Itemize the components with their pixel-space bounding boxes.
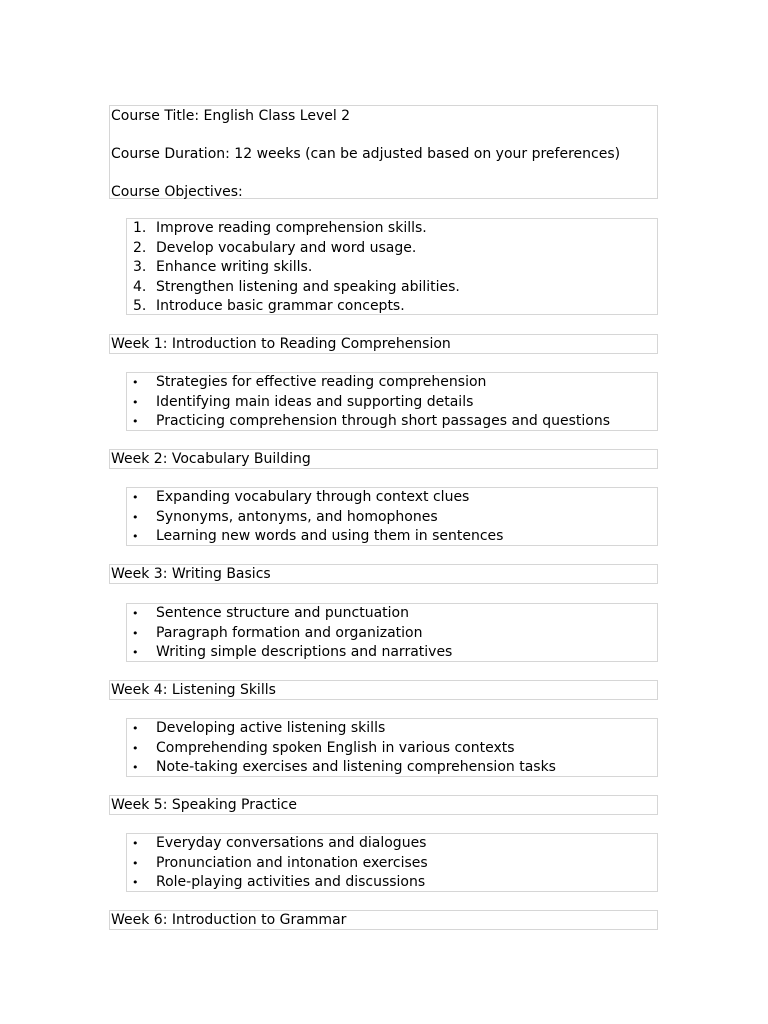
topic-text: Developing active listening skills <box>156 720 386 736</box>
topic-text: Role-playing activities and discussions <box>156 874 426 890</box>
list-item <box>127 508 657 528</box>
bullet-icon: • <box>132 530 139 543</box>
topic-text: Practicing comprehension through short passages and questions <box>156 413 611 429</box>
week-1-heading: Week 1: Introduction to Reading Comprehension <box>109 334 658 354</box>
objective-item <box>127 239 657 259</box>
topic-text: Strategies for effective reading comprehension <box>156 374 487 390</box>
bullet-icon: • <box>132 646 139 659</box>
week-5-topics <box>126 833 658 892</box>
list-item <box>127 412 657 432</box>
objective-text: Introduce basic grammar concepts. <box>156 298 405 314</box>
week-4-topics <box>126 718 658 777</box>
bullet-icon: • <box>132 722 139 735</box>
objective-text: Improve reading comprehension skills. <box>156 220 427 236</box>
list-item <box>127 624 657 644</box>
course-objectives-heading: Course Objectives: <box>111 184 243 200</box>
objectives-list-box <box>126 218 658 315</box>
topic-text: Identifying main ideas and supporting details <box>156 393 474 410</box>
topic-text: Writing simple descriptions and narratives <box>156 644 453 660</box>
week-4-heading: Week 4: Listening Skills <box>109 680 658 700</box>
objective-item <box>127 297 657 317</box>
week-1-topics <box>126 372 658 431</box>
bullet-icon: • <box>132 856 139 870</box>
list-item <box>127 739 657 759</box>
week-3-heading: Week 3: Writing Basics <box>109 564 658 584</box>
week-6-heading: Week 6: Introduction to Grammar <box>109 910 658 930</box>
topic-text: Note-taking exercises and listening comprehension tasks <box>156 759 556 775</box>
list-item <box>127 834 657 854</box>
week-2-topics <box>126 487 658 546</box>
list-item <box>127 604 657 624</box>
course-title: Course Title: English Class Level 2 <box>111 108 351 124</box>
list-item <box>127 393 657 413</box>
objective-number: 3. <box>133 259 147 275</box>
list-item <box>127 527 657 547</box>
objective-text: Develop vocabulary and word usage. <box>156 239 417 256</box>
objective-number: 1. <box>133 220 147 236</box>
bullet-icon: • <box>132 415 139 428</box>
list-item <box>127 373 657 393</box>
list-item <box>127 758 657 778</box>
bullet-icon: • <box>132 395 139 409</box>
list-item <box>127 488 657 508</box>
topic-text: Comprehending spoken English in various contexts <box>156 739 515 756</box>
bullet-icon: • <box>132 761 139 774</box>
objective-item <box>127 258 657 278</box>
objective-item <box>127 219 657 239</box>
objective-number: 5. <box>133 298 147 314</box>
objective-text: Enhance writing skills. <box>156 259 313 275</box>
topic-text: Paragraph formation and organization <box>156 624 423 641</box>
bullet-icon: • <box>132 376 139 389</box>
course-header <box>109 105 658 199</box>
week-3-topics <box>126 603 658 662</box>
objective-item <box>127 278 657 298</box>
topic-text: Expanding vocabulary through context clues <box>156 489 470 505</box>
objective-number: 2. <box>133 239 147 256</box>
topic-text: Sentence structure and punctuation <box>156 605 409 621</box>
list-item <box>127 643 657 663</box>
bullet-icon: • <box>132 491 139 504</box>
week-5-heading: Week 5: Speaking Practice <box>109 795 658 815</box>
list-item <box>127 873 657 893</box>
topic-text: Learning new words and using them in sentences <box>156 528 504 544</box>
topic-text: Everyday conversations and dialogues <box>156 835 427 851</box>
objectives-list <box>127 219 657 317</box>
objective-text: Strengthen listening and speaking abilities. <box>156 278 460 295</box>
list-item <box>127 719 657 739</box>
topic-text: Pronunciation and intonation exercises <box>156 854 428 871</box>
bullet-icon: • <box>132 510 139 524</box>
bullet-icon: • <box>132 741 139 755</box>
topic-text: Synonyms, antonyms, and homophones <box>156 508 438 525</box>
bullet-icon: • <box>132 876 139 889</box>
course-duration: Course Duration: 12 weeks (can be adjusted based on your preferences) <box>111 146 621 162</box>
list-item <box>127 854 657 874</box>
objective-number: 4. <box>133 278 147 295</box>
bullet-icon: • <box>132 837 139 850</box>
week-2-heading: Week 2: Vocabulary Building <box>109 449 658 469</box>
bullet-icon: • <box>132 626 139 640</box>
bullet-icon: • <box>132 607 139 620</box>
